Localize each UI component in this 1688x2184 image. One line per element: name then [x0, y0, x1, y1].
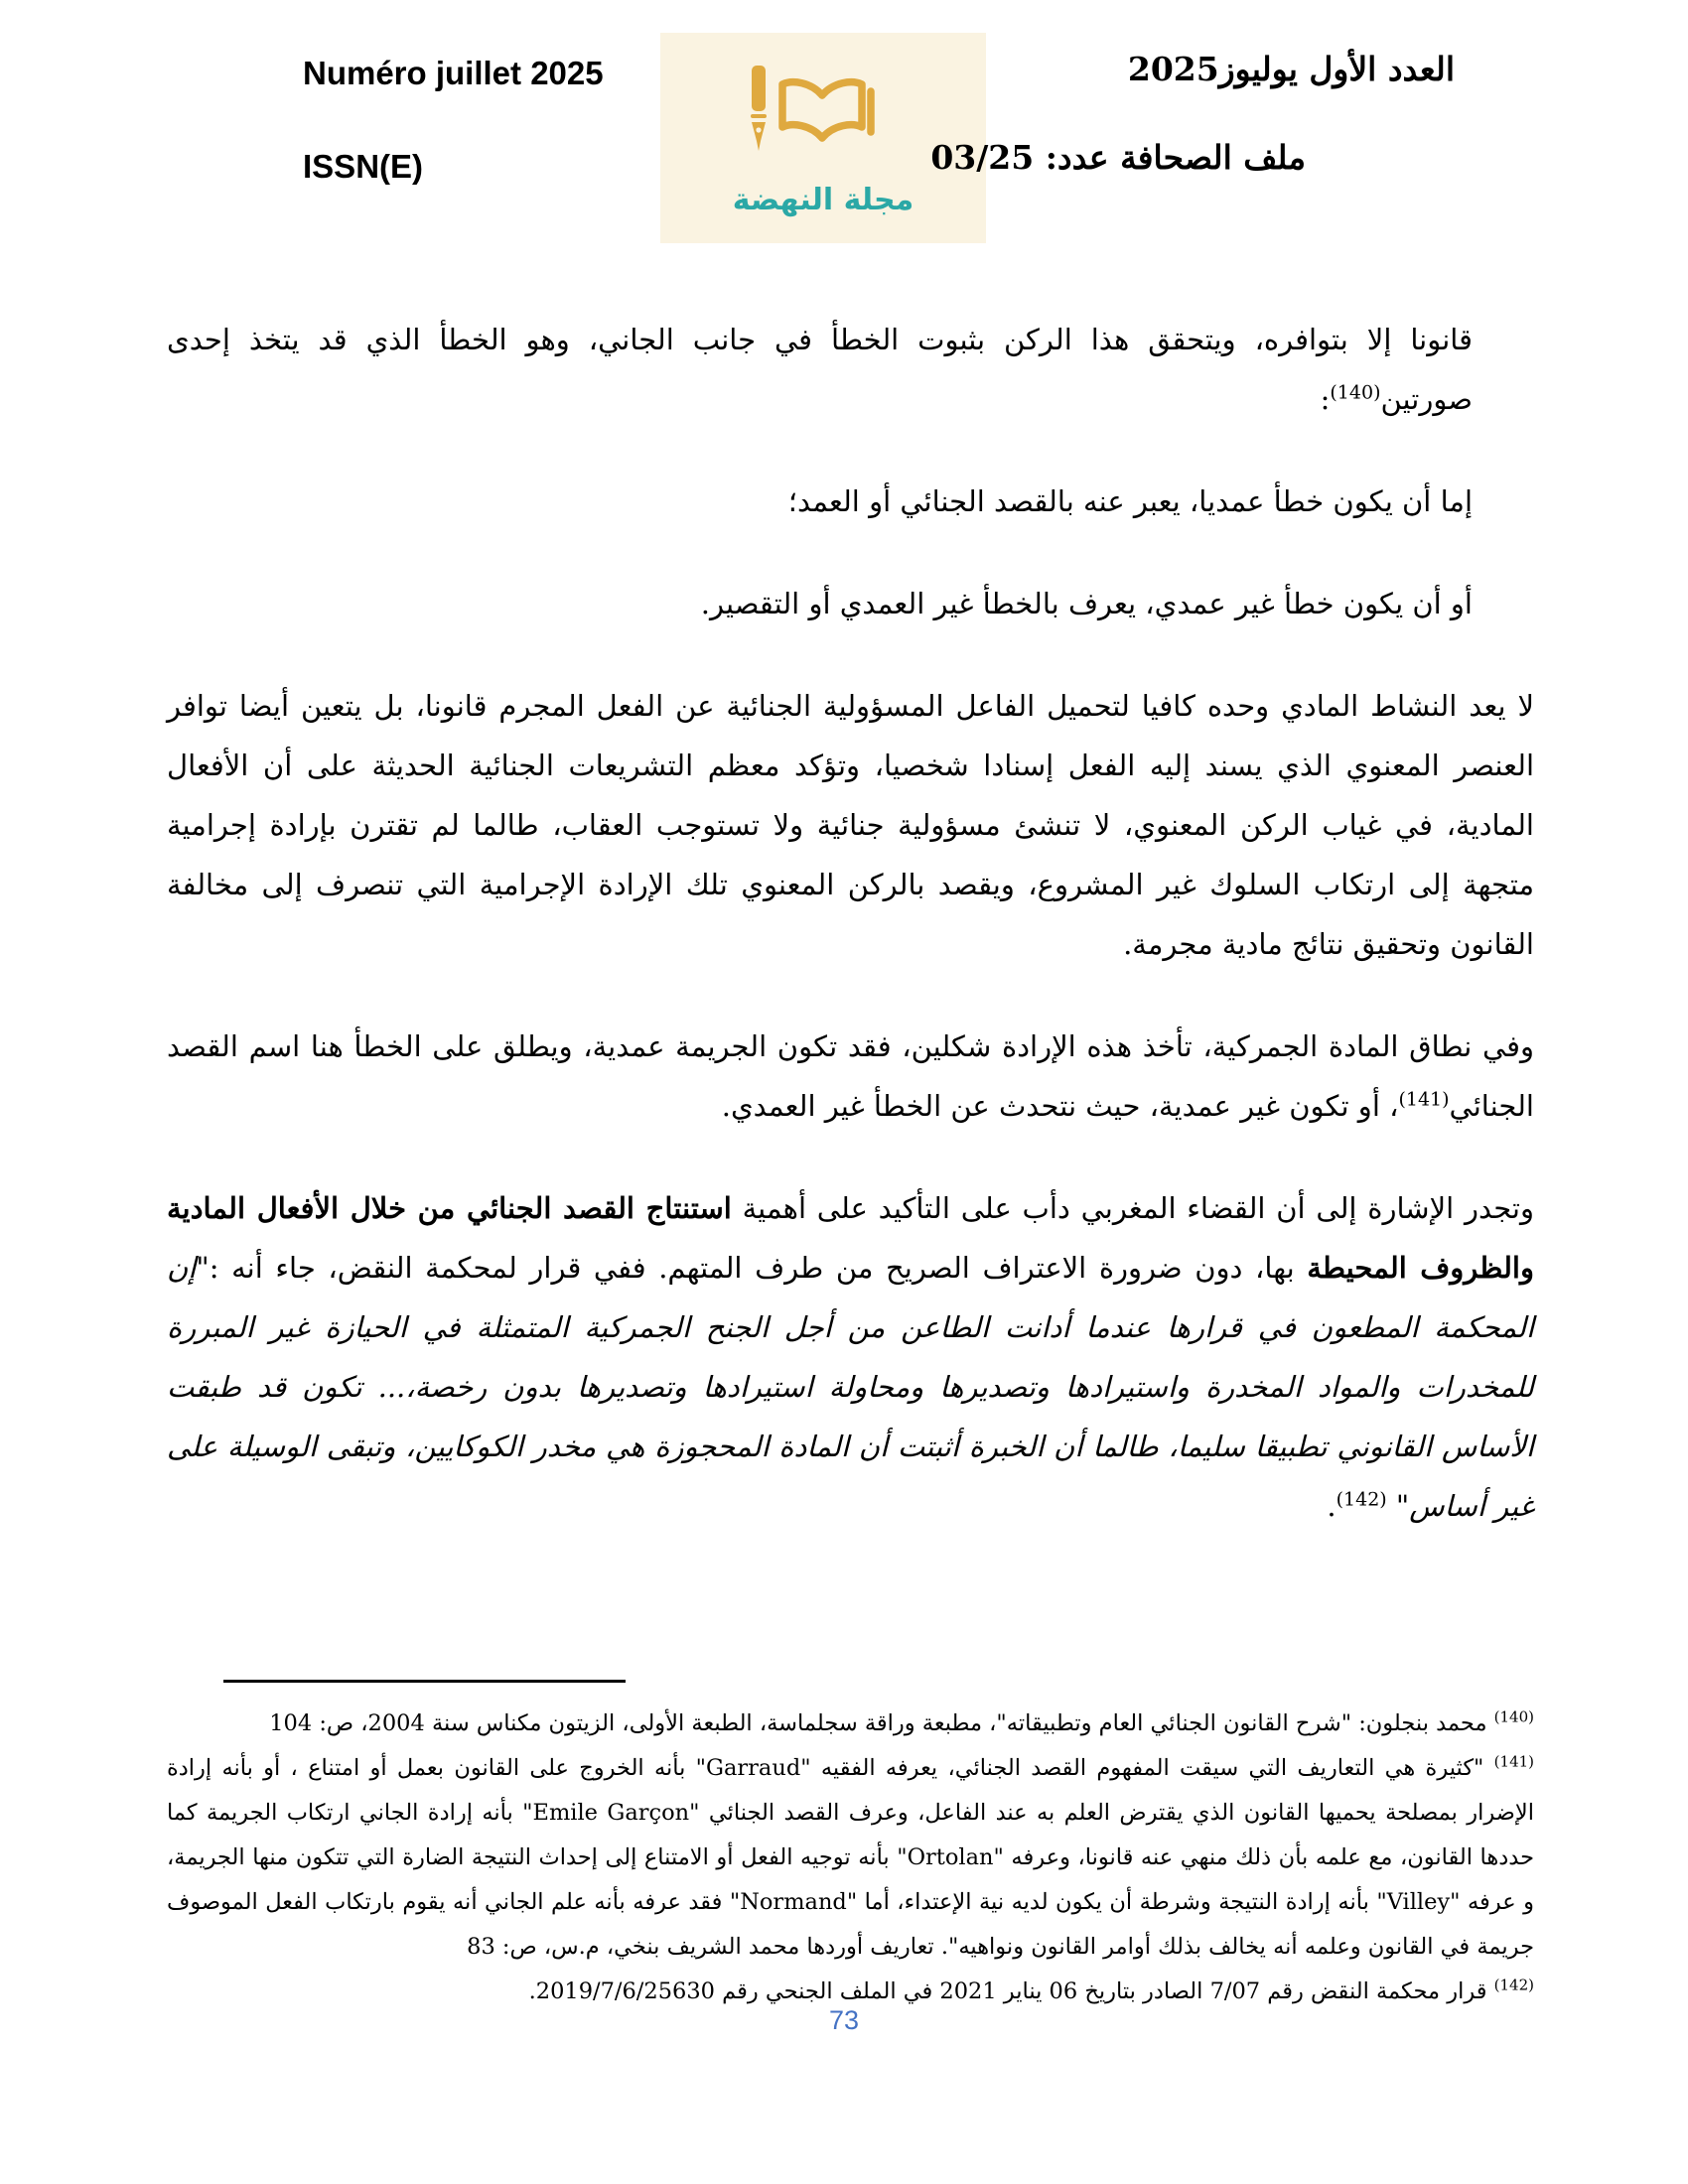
issn-label: ISSN(E) — [303, 148, 424, 185]
paragraph-6-tail: . — [1327, 1489, 1336, 1523]
court-decision-quote: "إن المحكمة المطعون في قرارها عندما أدانت الطاعن من أجل الجنح الجمركية المتمثلة في الحيازة غير المبررة للمخدرات والمواد المخدرة واستيرادها وتصديرها ومحاولة استيرادها وتصديرها بدون رخصة،... تكون قد طبقت الأساس القانوني تطبيقا سليما، طالما أن الخبرة أثبتت أن المادة المحجوزة هي مخدر الكوكايين، وتبقى الوسيلة على غير أساس" — [167, 1251, 1534, 1523]
footnote-142-text: قرار محكمة النقض رقم 7/07 الصادر بتاريخ 06 يناير 2021 في الملف الجنحي رقم 2019/7/6/25630. — [528, 1979, 1487, 2004]
footnote-ref-141: (141) — [1398, 1088, 1450, 1111]
footnote-ref-140: (140) — [1330, 381, 1381, 404]
press-file-number: ملف الصحافة عدد: 03/25 — [930, 138, 1306, 177]
footnote-141-text: "كثيرة هي التعاريف التي سيقت المفهوم القصد الجنائي، يعرفه الفقيه "Garraud" بأنه الخروج على القانون بعمل أو امتناع ، أو بأنه إرادة الإضرار بمصلحة يحميها القانون الذي يقترض العلم به عند الفاعل، وعرف القصد الجنائي "Emile Garçon" بأنه إرادة الجاني ارتكاب الجريمة كما حددها القانون، مع علمه بأن ذلك منهي عنه قانونا، وعرفه "Ortolan" بأنه توجيه الفعل أو الامتناع إلى إحداث النتيجة الضارة التي تتكون منها الجريمة، و عرفه "Villey" بأنه إرادة النتيجة وشرطة أن يكون لديه نية الإعتداء، أما "Normand" فقد عرفه بأنه علم الجاني أنه يقوم بارتكاب الفعل الموصوف جريمة في القانون وعلمه أنه يخالف بذلك أوامر القانون ونواهيه". تعاريف أوردها محمد الشريف بنخي، م.س، ص: 83 — [167, 1755, 1534, 1960]
paragraph-6-mid: بها، دون ضرورة الاعتراف الصريح من طرف المتهم. ففي قرار لمحكمة النقض، جاء أنه : — [209, 1251, 1308, 1285]
paragraph-5 — [167, 1017, 1534, 1136]
paragraph-5-tail: ، أو تكون غير عمدية، حيث نتحدث عن الخطأ غير العمدي. — [721, 1089, 1399, 1123]
paragraph-4-text: لا يعد النشاط المادي وحده كافيا لتحميل الفاعل المسؤولية الجنائية عن الفعل المجرم قانونا، بل يتعين أيضا توافر العنصر المعنوي الذي يسند إليه الفعل إسنادا شخصيا، وتؤكد معظم التشريعات الجنائية الحديثة على أن الأفعال المادية، في غياب الركن المعنوي، لا تنشئ مسؤولية جنائية ولا تستوجب العقاب، طالما لم تقترن بإرادة إجرامية متجهة إلى ارتكاب السلوك غير المشروع، ويقصد بالركن المعنوي تلك الإرادة الإجرامية التي تنصرف إلى مخالفة القانون وتحقيق نتائج مادية مجرمة. — [167, 689, 1534, 961]
footnote-141 — [167, 1746, 1534, 1970]
book-and-pen-icon — [722, 60, 925, 181]
paragraph-6 — [167, 1178, 1534, 1536]
paragraph-4 — [167, 676, 1534, 974]
article-body — [167, 310, 1534, 1578]
page-number: 73 — [828, 2005, 860, 2035]
footnote-142-marker: (142) — [1493, 1976, 1534, 1994]
issue-line-ar: العدد الأول يوليوز2025 — [1127, 50, 1455, 88]
issue-label-fr: Numéro juillet 2025 — [303, 55, 604, 91]
paragraph-6-bold-phrase: استنتاج القصد الجنائي من خلال الأفعال المادية والظروف المحيطة — [167, 1191, 1534, 1285]
footnote-140-text: محمد بنجلون: "شرح القانون الجنائي العام وتطبيقاته"، مطبعة وراقة سجلماسة، الطبعة الأولى، الزيتون مكناس سنة 2004، ص: 104 — [269, 1710, 1487, 1736]
paragraph-5-text: وفي نطاق المادة الجمركية، تأخذ هذه الإرادة شكلين، فقد تكون الجريمة عمدية، ويطلق على الخطأ هنا اسم القصد الجنائي — [167, 1029, 1534, 1123]
journal-name: مجلة النهضة — [732, 182, 914, 217]
paragraph-1-text: قانونا إلا بتوافره، ويتحقق هذا الركن بثبوت الخطأ في جانب الجاني، وهو الخطأ الذي قد يتخذ إحدى صورتين — [167, 323, 1473, 416]
paragraph-6-lead: وتجدر الإشارة إلى أن القضاء المغربي دأب على التأكيد على أهمية — [731, 1191, 1534, 1225]
paragraph-1-tail: : — [1320, 382, 1331, 416]
paragraph-2-text: إما أن يكون خطأ عمديا، يعبر عنه بالقصد الجنائي أو العمد؛ — [787, 484, 1473, 518]
paragraph-3 — [167, 574, 1534, 633]
footnotes-section — [167, 1702, 1534, 2014]
header-left — [303, 55, 604, 186]
footnote-141-marker: (141) — [1493, 1752, 1535, 1771]
paragraph-3-text: أو أن يكون خطأ غير عمدي، يعرف بالخطأ غير العمدي أو التقصير. — [700, 587, 1473, 620]
paragraph-1 — [167, 310, 1534, 429]
paragraph-2 — [167, 472, 1534, 531]
header-right — [930, 50, 1455, 177]
footnote-separator-line — [223, 1680, 626, 1683]
footnote-ref-142: (142) — [1336, 1488, 1387, 1511]
footnote-140 — [167, 1702, 1534, 1746]
footnote-140-marker: (140) — [1493, 1707, 1534, 1726]
